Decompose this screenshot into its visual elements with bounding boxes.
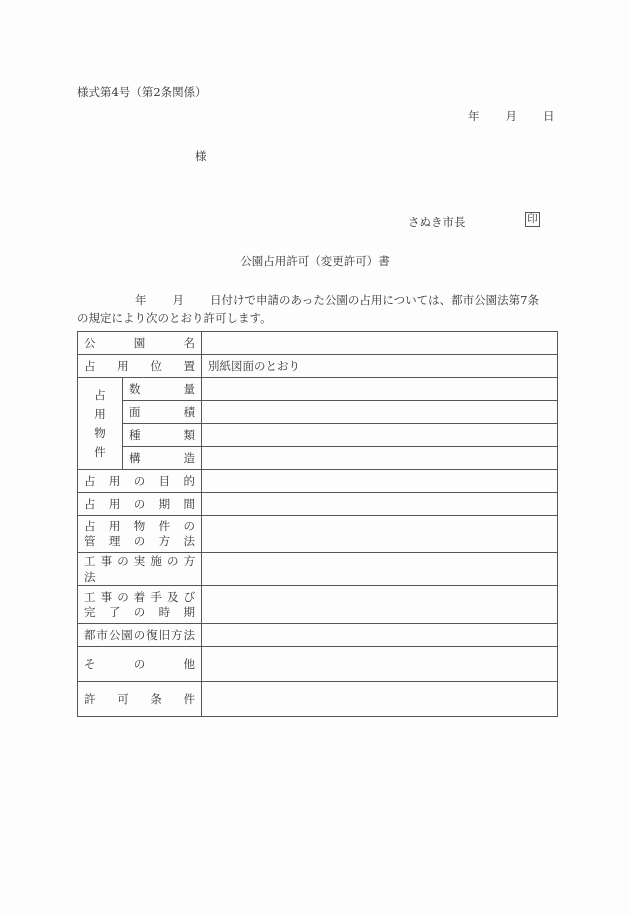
table-row-construction-period: [78, 586, 558, 624]
date-month: 月: [505, 109, 517, 123]
value-occupancy-location[interactable]: 別紙図面のとおり: [202, 355, 558, 378]
value-quantity[interactable]: [202, 378, 558, 401]
value-purpose[interactable]: [202, 470, 558, 493]
label-type: 種 類: [123, 424, 202, 447]
permission-table: [77, 331, 558, 717]
permission-statement: [77, 291, 539, 327]
value-park-name[interactable]: [202, 332, 558, 355]
value-construction-method[interactable]: [202, 553, 558, 586]
value-restoration-method[interactable]: [202, 624, 558, 647]
value-conditions[interactable]: [202, 682, 558, 717]
label-other: そ の 他: [78, 647, 202, 682]
table-row-period: [78, 493, 558, 516]
body-line1-rest: 日付けで申請のあった公園の占用については、都市公園法第7条: [210, 293, 539, 307]
addressee-suffix: 様: [195, 149, 207, 163]
label-area: 面 積: [123, 401, 202, 424]
label-conditions: 許 可 条 件: [78, 682, 202, 717]
label-management-method: 占 用 物 件 の 管 理 の 方 法: [78, 516, 202, 553]
value-management-method[interactable]: [202, 516, 558, 553]
value-type[interactable]: [202, 424, 558, 447]
table-row-area: [78, 401, 558, 424]
value-period[interactable]: [202, 493, 558, 516]
table-row-type: [78, 424, 558, 447]
table-row-construction-method: [78, 553, 558, 586]
issuer-name: さぬき市長: [408, 215, 466, 229]
table-row-restoration-method: [78, 624, 558, 647]
table-row-conditions: [78, 682, 558, 717]
table-row-other: [78, 647, 558, 682]
body-month: 月: [172, 293, 184, 307]
body-year: 年: [135, 293, 147, 307]
label-structure: 構 造: [123, 447, 202, 470]
date-year: 年: [468, 109, 480, 123]
table-row-occupancy-location: [78, 355, 558, 378]
label-occupied-object-group: 占 用 物 件: [78, 378, 123, 470]
table-row-structure: [78, 447, 558, 470]
table-row-management-method: [78, 516, 558, 553]
body-line2: の規定により次のとおり許可します。: [77, 311, 272, 325]
table-row-purpose: [78, 470, 558, 493]
value-structure[interactable]: [202, 447, 558, 470]
label-occupancy-location: 占用位置: [78, 355, 202, 378]
table-row-park-name: [78, 332, 558, 355]
value-area[interactable]: [202, 401, 558, 424]
seal-mark: 印: [525, 212, 540, 227]
label-park-name: 公園名: [78, 332, 202, 355]
value-other[interactable]: [202, 647, 558, 682]
value-construction-period[interactable]: [202, 586, 558, 624]
table-row-quantity: [78, 378, 558, 401]
label-construction-period: 工 事 の 着 手 及 び 完 了 の 時 期: [78, 586, 202, 624]
date-day: 日: [543, 109, 555, 123]
label-period: 占 用 の 期 間: [78, 493, 202, 516]
form-number: 様式第4号（第2条関係）: [77, 85, 207, 99]
document-title: 公園占用許可（変更許可）書: [240, 254, 390, 268]
label-construction-method: 工 事 の 実 施 の 方 法: [78, 553, 202, 586]
label-restoration-method: 都市公園の復旧方法: [78, 624, 202, 647]
label-purpose: 占 用 の 目 的: [78, 470, 202, 493]
label-quantity: 数 量: [123, 378, 202, 401]
issue-date: [468, 108, 555, 124]
